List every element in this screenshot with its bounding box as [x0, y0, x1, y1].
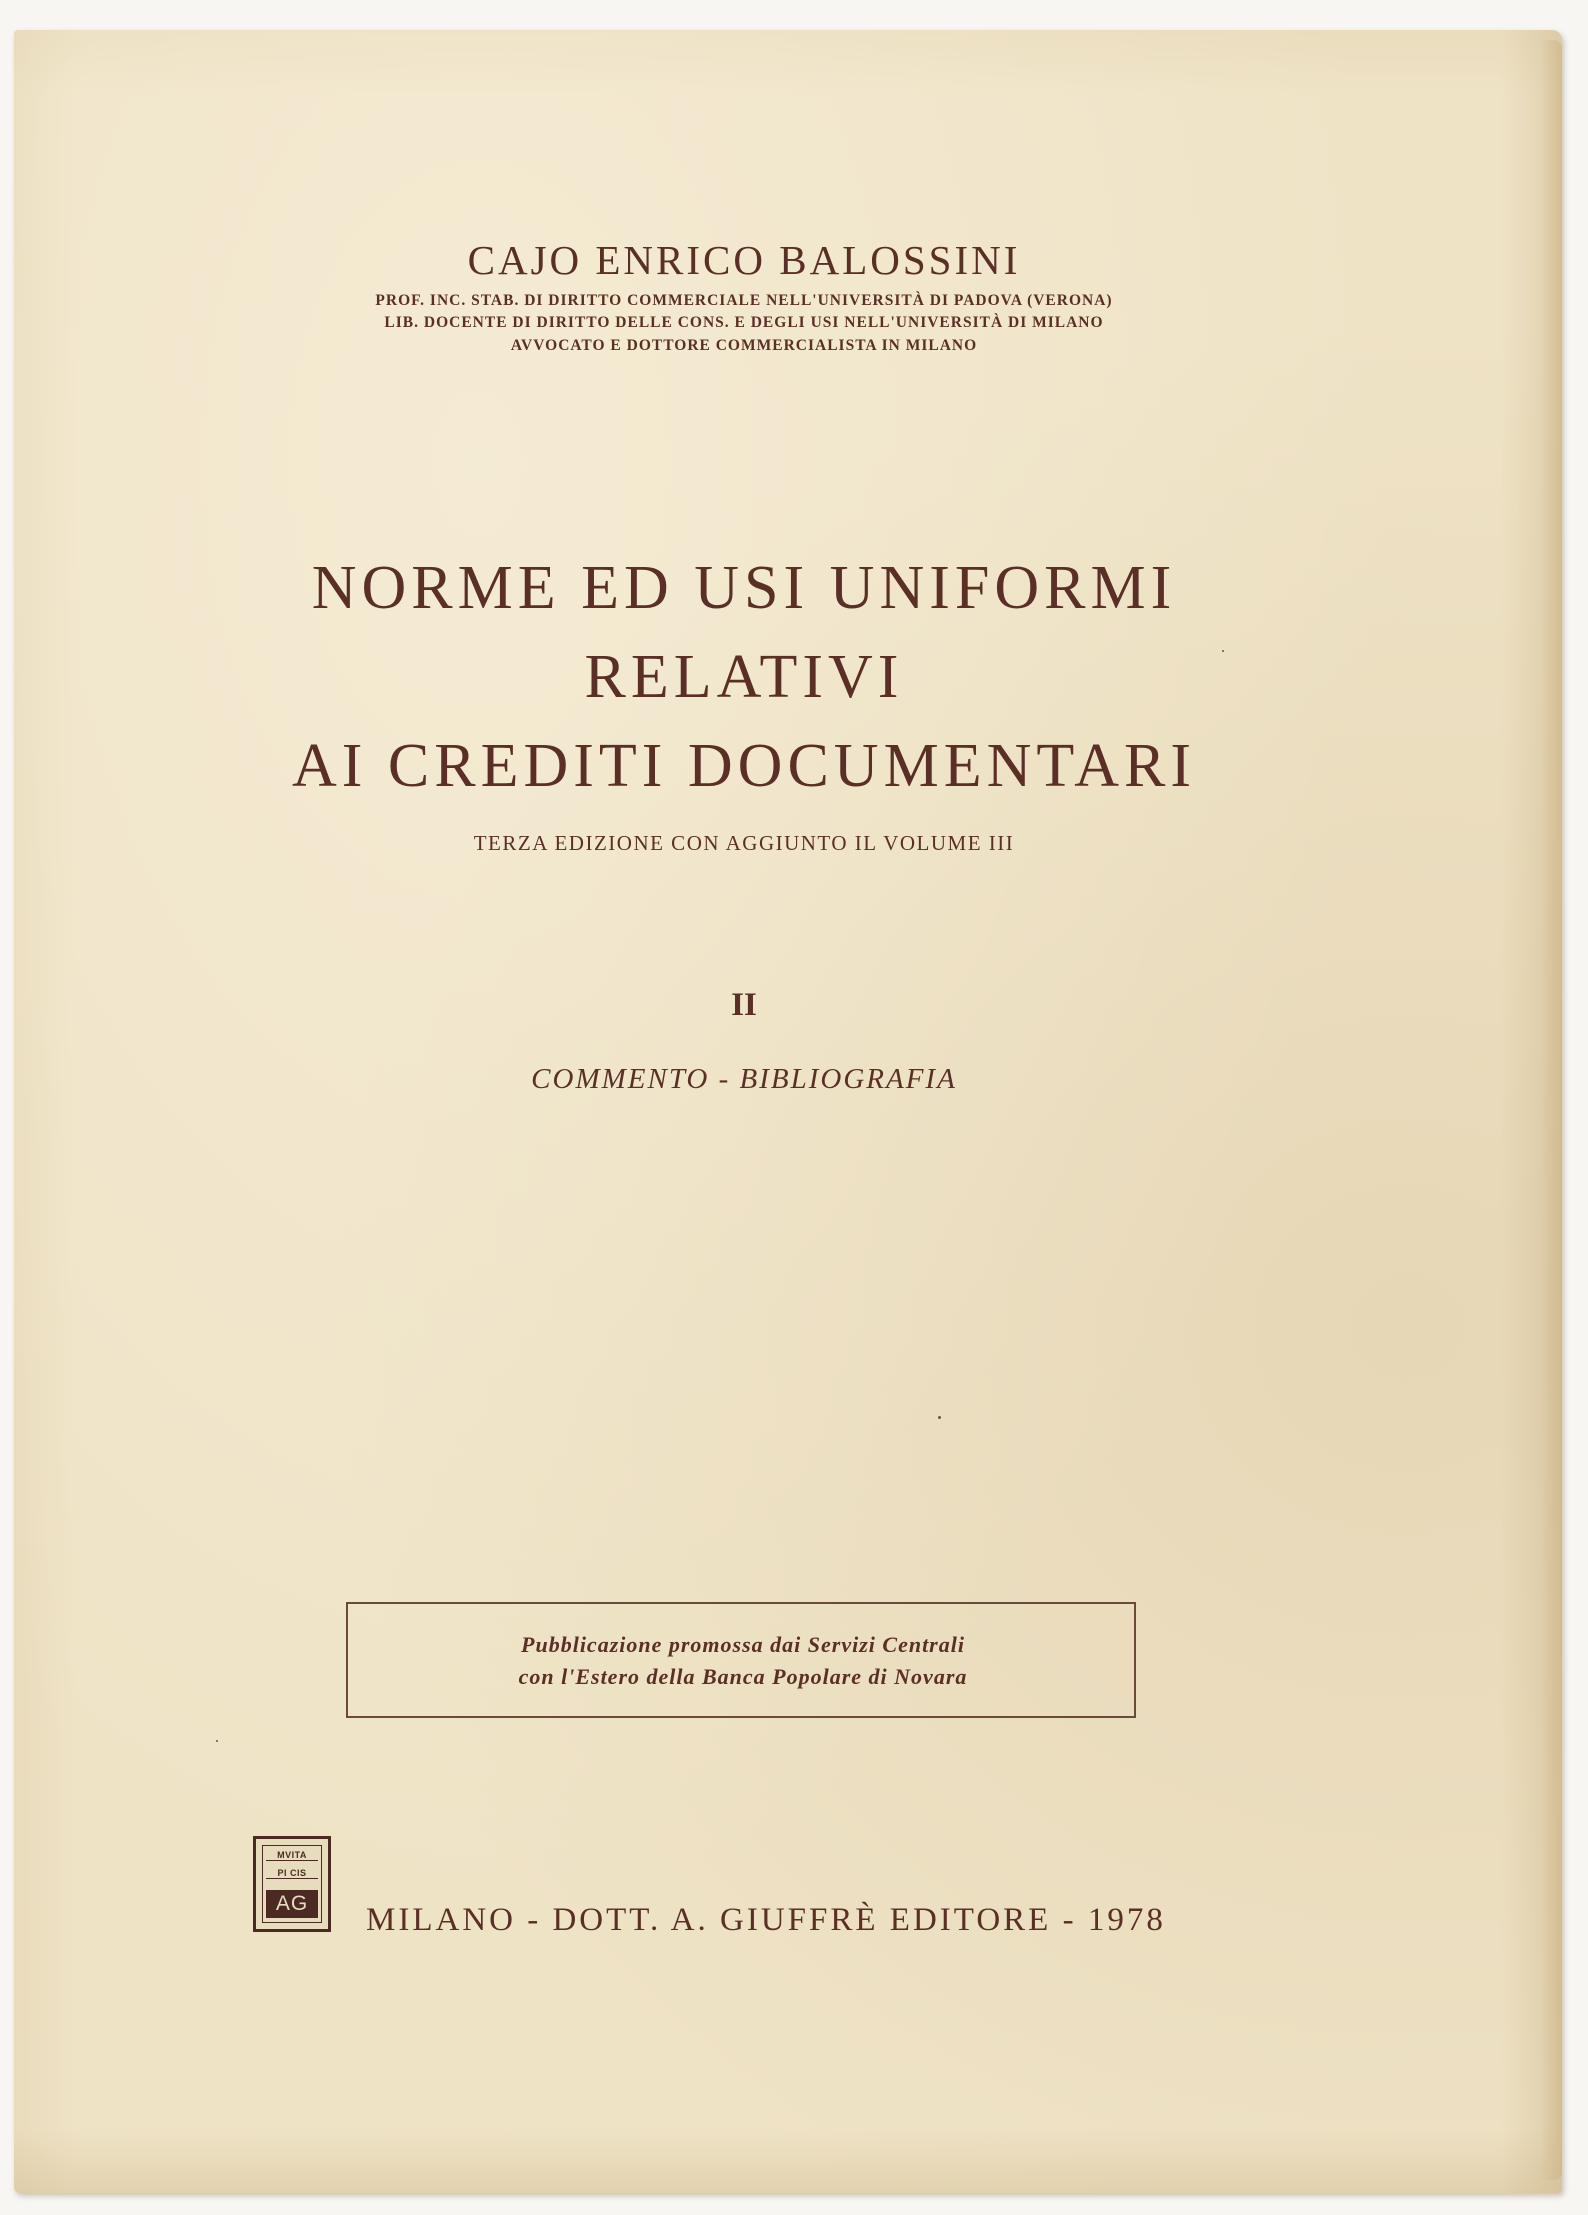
promotion-line-2: con l'Estero della Banca Popolare di Novara	[518, 1664, 968, 1689]
author-name: CAJO ENRICO BALOSSINI	[467, 237, 1021, 283]
book-cover	[14, 30, 1562, 2193]
logo-text-row-2: PI CIS	[266, 1868, 318, 1879]
author-credential-2: LIB. DOCENTE DI DIRITTO DELLE CONS. E DEGLI USI NELL'UNIVERSITÀ DI MILANO	[384, 314, 1104, 331]
author-credential-3: AVVOCATO E DOTTORE COMMERCIALISTA IN MILANO	[510, 337, 978, 354]
publisher-imprint: MILANO - DOTT. A. GIUFFRÈ EDITORE - 1978	[366, 1902, 1166, 1938]
paper-speck	[938, 1416, 941, 1419]
volume-number: II	[731, 987, 757, 1023]
book-title-line-2: RELATIVI	[584, 643, 904, 711]
volume-subtitle: COMMENTO - BIBLIOGRAFIA	[531, 1063, 957, 1095]
publisher-logo-frame	[262, 1845, 322, 1923]
edition-note: TERZA EDIZIONE CON AGGIUNTO IL VOLUME III	[473, 831, 1015, 855]
promotion-box	[346, 1602, 1136, 1718]
logo-text-row-1: MVITA	[266, 1850, 318, 1861]
paper-speck	[216, 1740, 218, 1742]
author-credential-1: PROF. INC. STAB. DI DIRITTO COMMERCIALE NELL'UNIVERSITÀ DI PADOVA (VERONA)	[375, 292, 1113, 309]
cover-edge-shadow	[1540, 40, 1562, 2180]
publisher-logo	[253, 1836, 331, 1932]
promotion-line-1: Pubblicazione promossa dai Servizi Centrali	[521, 1632, 965, 1657]
logo-monogram: AG	[266, 1890, 318, 1918]
paper-speck	[1222, 650, 1224, 652]
book-title-line-1: NORME ED USI UNIFORMI	[311, 554, 1177, 622]
book-title-line-3: AI CREDITI DOCUMENTARI	[291, 732, 1197, 800]
